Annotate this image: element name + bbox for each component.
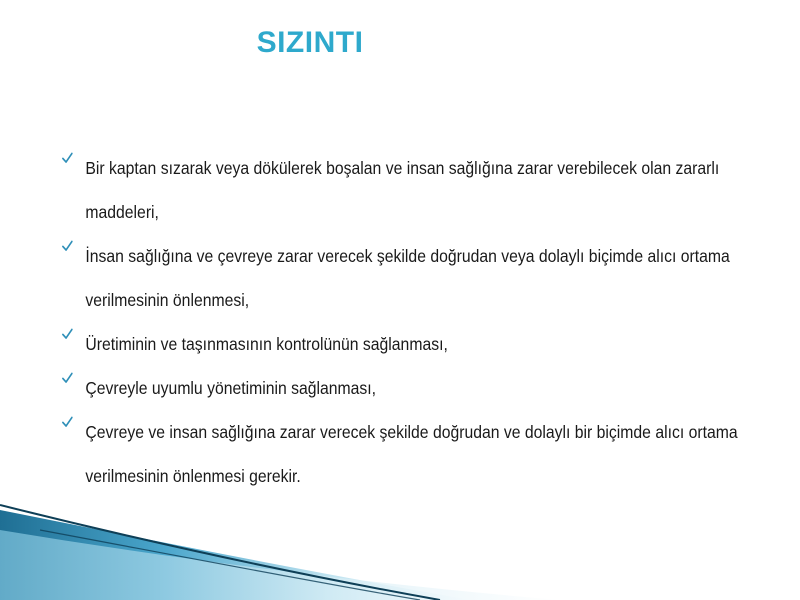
bullet-text: Çevreyle uyumlu yönetiminin sağlanması, <box>85 378 377 398</box>
checkmark-icon <box>62 234 75 278</box>
slide-title: SIZINTI <box>256 26 364 59</box>
wave-decoration <box>0 500 800 600</box>
bullet-item <box>62 366 778 410</box>
bullet-text: Üretiminin ve taşınmasının kontrolünün sağlanması, <box>85 334 448 354</box>
checkmark-icon <box>62 322 75 366</box>
checkmark-icon <box>62 146 75 190</box>
bullet-item <box>62 146 778 234</box>
bullet-text: Bir kaptan sızarak veya dökülerek boşalan ve insan sağlığına zarar verebilecek olan zararlı maddeleri, <box>85 158 720 222</box>
bullet-text: Çevreye ve insan sağlığına zarar verecek şekilde doğrudan ve dolaylı bir biçimde alıcı ortama verilmesinin önlenmesi gerekir. <box>85 422 738 486</box>
bullet-list <box>62 146 762 498</box>
checkmark-icon <box>62 366 75 410</box>
bullet-item <box>62 234 778 322</box>
bullet-item <box>62 322 778 366</box>
bullet-item <box>62 410 778 498</box>
checkmark-icon <box>62 410 75 454</box>
bullet-text: İnsan sağlığına ve çevreye zarar verecek şekilde doğrudan veya dolaylı biçimde alıcı ortama verilmesinin önlenmesi, <box>85 246 730 310</box>
